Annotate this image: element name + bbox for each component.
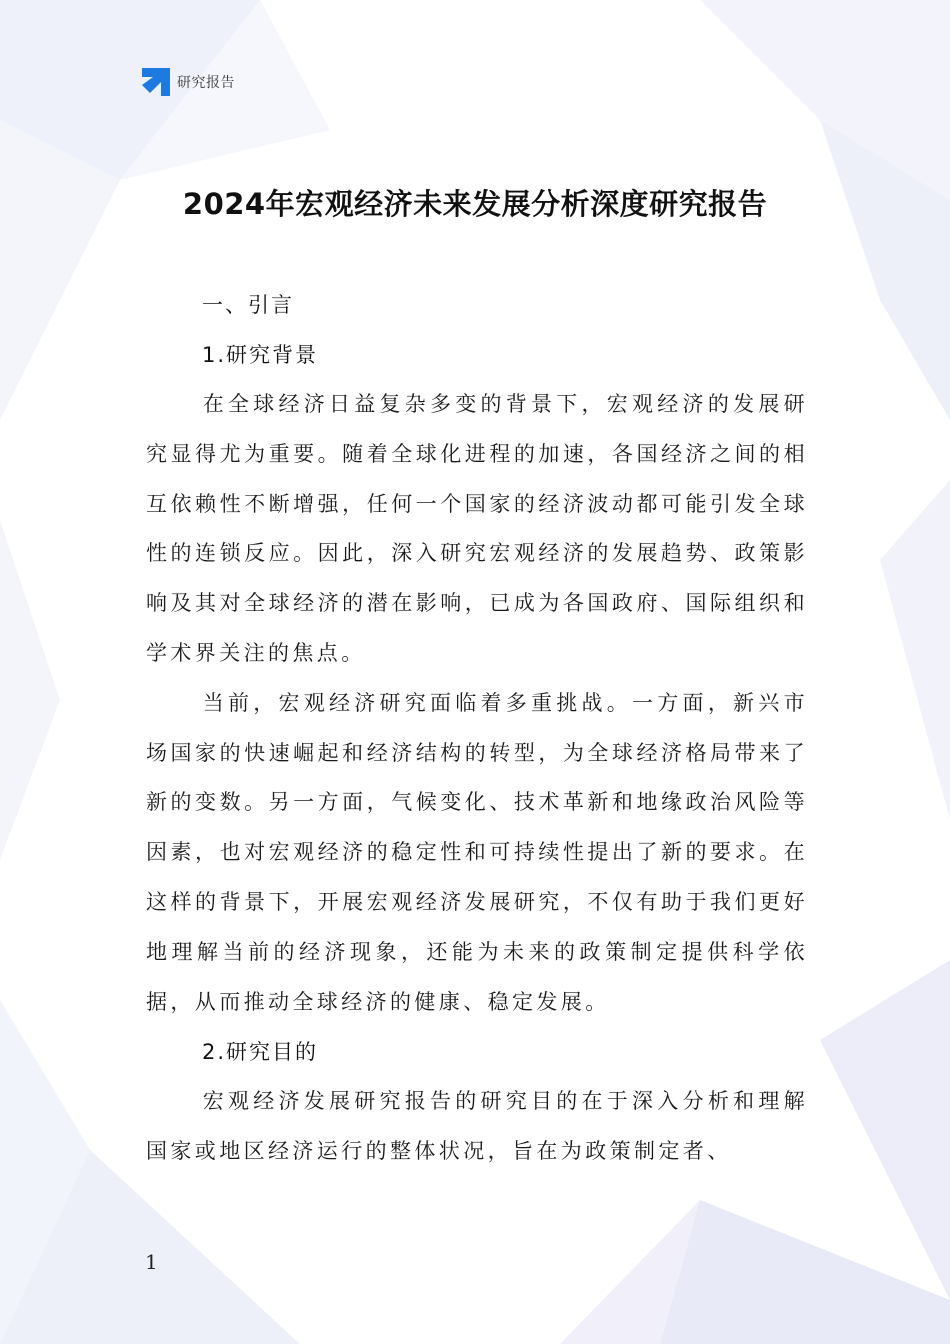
document-title: 2024年宏观经济未来发展分析深度研究报告 [182,187,768,221]
arrow-up-right-icon [142,68,170,96]
page-header [142,68,235,96]
subsection-heading-research-purpose: 2.研究目的 [202,1040,319,1065]
header-label: 研究报告 [177,75,235,91]
section-heading-introduction: 一、引言 [202,293,294,317]
paragraph-purpose-1: 宏观经济发展研究报告的研究目的在于深入分析和理解国家或地区经济运行的整体状况，旨在为政策制定者、 [146,1089,808,1164]
paragraph-background-1: 在全球经济日益复杂多变的背景下，宏观经济的发展研究显得尤为重要。随着全球化进程的加速，各国经济之间的相互依赖性不断增强，任何一个国家的经济波动都可能引发全球性的连锁反应。因此，深入研究宏观经济的发展趋势、政策影响及其对全球经济的潜在影响，已成为各国政府、国际组织和学术界关注的焦点。 [146,392,808,665]
document-body [146,280,808,1177]
page-number: 1 [145,1250,158,1274]
paragraph-background-2: 当前，宏观经济研究面临着多重挑战。一方面，新兴市场国家的快速崛起和经济结构的转型，为全球经济格局带来了新的变数。另一方面，气候变化、技术革新和地缘政治风险等因素，也对宏观经济的稳定性和可持续性提出了新的要求。在这样的背景下，开展宏观经济发展研究，不仅有助于我们更好地理解当前的经济现象，还能为未来的政策制定提供科学依据，从而推动全球经济的健康、稳定发展。 [146,690,808,1014]
subsection-heading-research-background: 1.研究背景 [202,343,319,367]
